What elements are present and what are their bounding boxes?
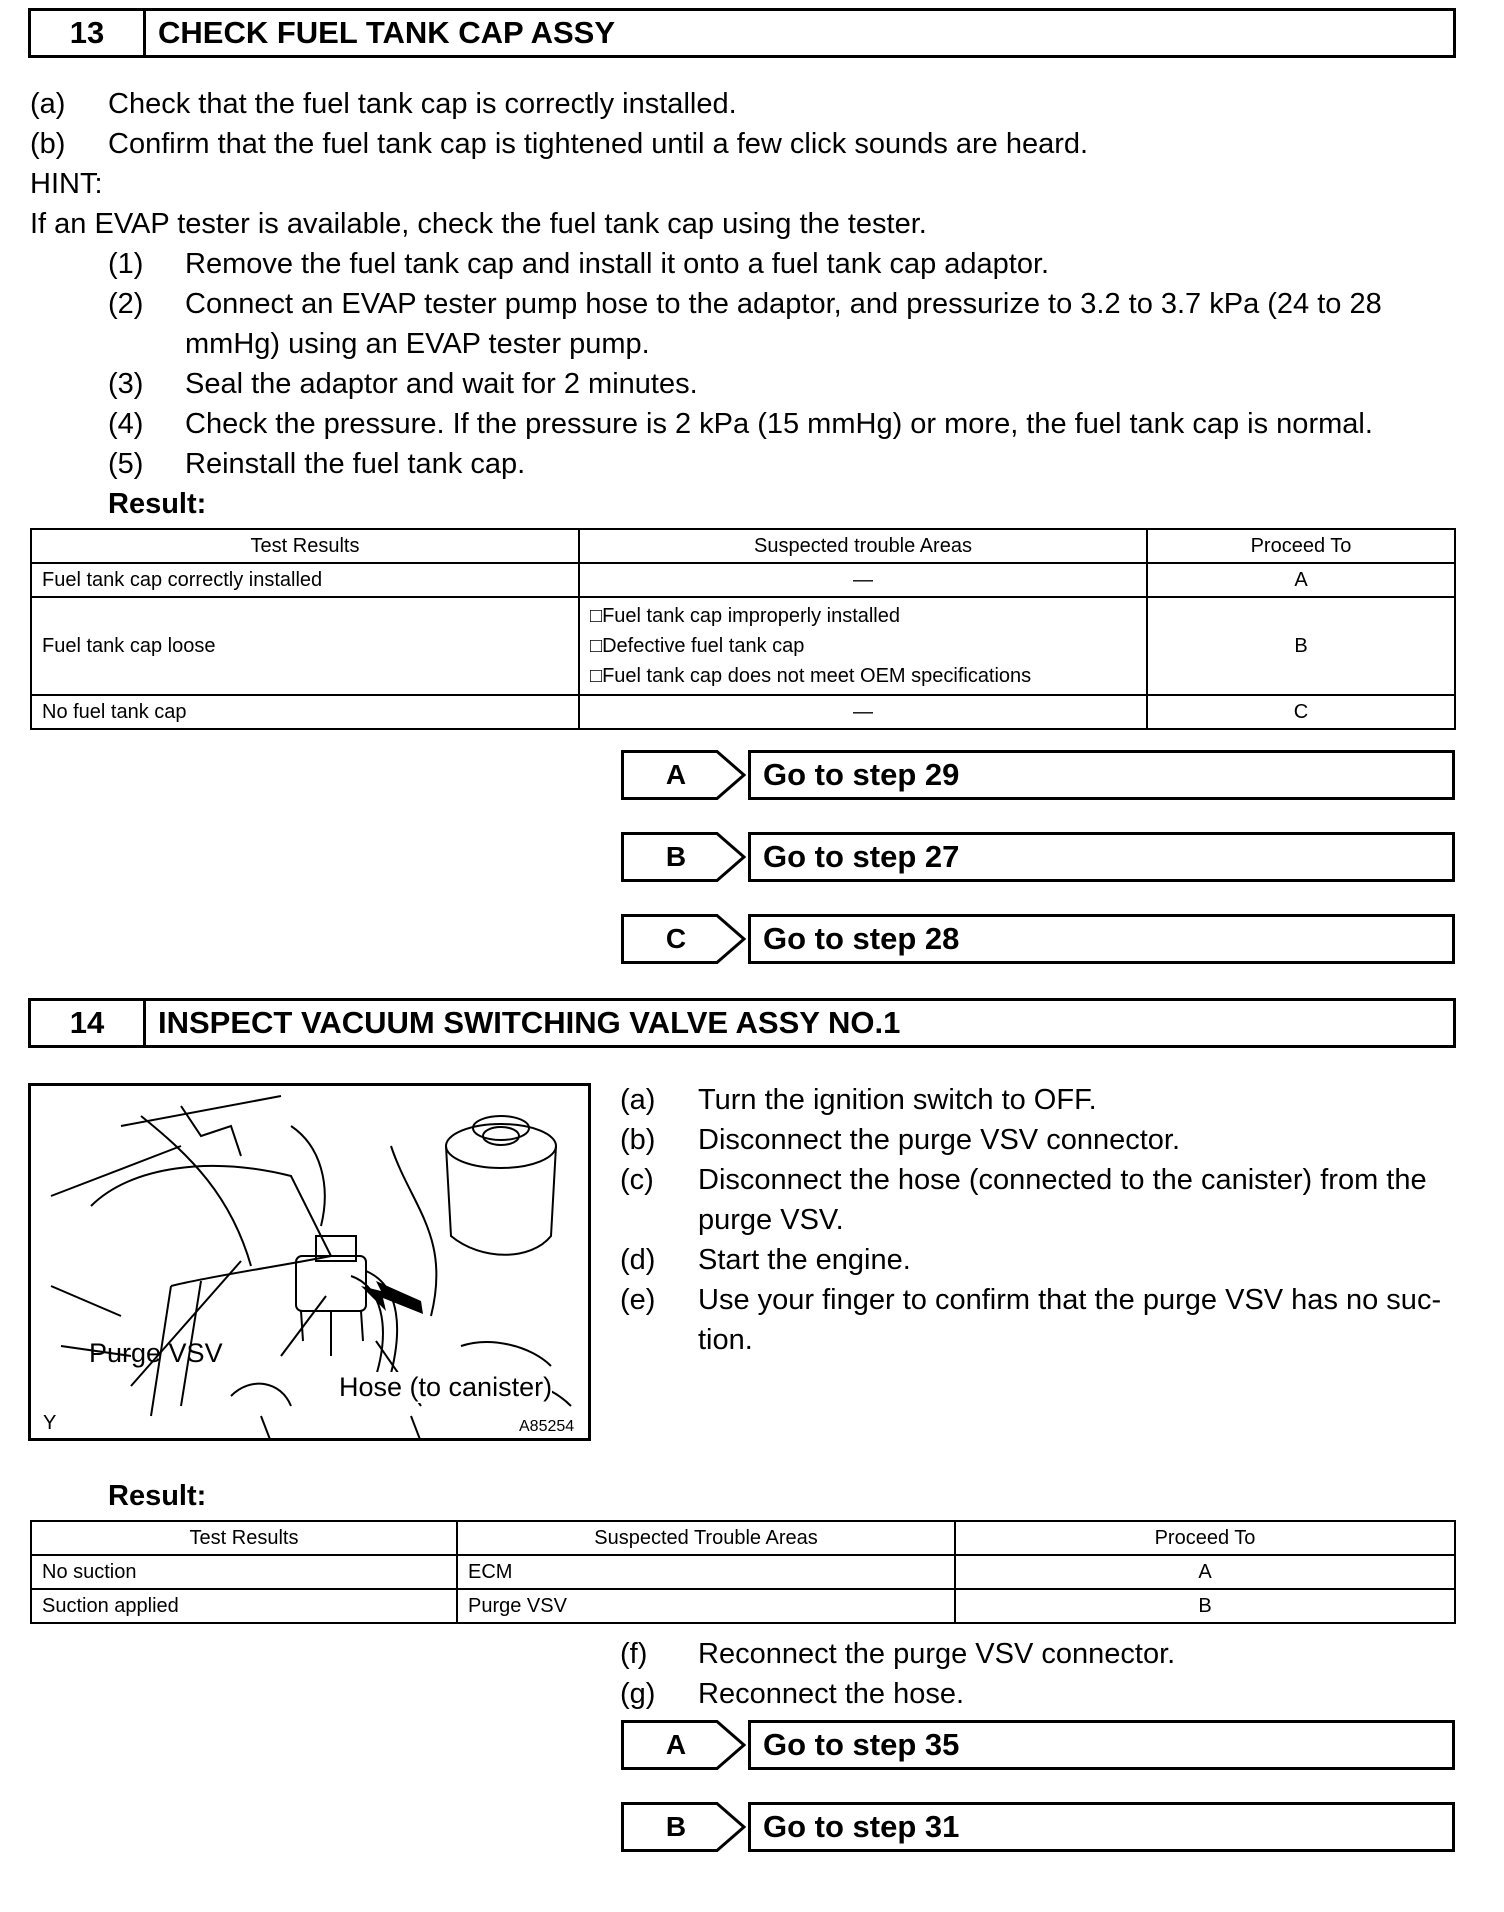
test-result-cell: Fuel tank cap loose [31,597,579,695]
sub-item-label: (4) [108,408,144,440]
step-14-header [28,998,1456,1048]
goto-letter: A [665,1729,687,1760]
test-result-cell: Fuel tank cap correctly installed [31,563,579,597]
item-label: (e) [620,1284,656,1316]
figure-id: A85254 [519,1418,575,1435]
goto-step-text: Go to step 27 [748,832,1455,882]
item-label: (a) [620,1084,656,1116]
goto-row[interactable] [621,832,960,882]
purge-vsv-illustration [28,1083,591,1441]
column-header: Test Results [31,1521,457,1555]
item-text: Disconnect the hose (connected to the canister) from the [698,1164,1427,1196]
table-header-row [31,529,1455,563]
goto-letter: B [665,1811,687,1842]
figure-corner-mark: Y [43,1412,57,1434]
sub-item-label: (1) [108,248,144,280]
goto-letter-arrow [621,832,746,882]
sub-item-text: Check the pressure. If the pressure is 2 kPa (15 mmHg) or more, the fuel tank cap is normal. [185,408,1373,440]
item-text: Disconnect the purge VSV connector. [698,1124,1181,1156]
step-number: 14 [31,1001,146,1045]
step-14-result-table [30,1520,1456,1624]
table-row [31,563,1455,597]
table-row [31,695,1455,729]
sub-item-label: (2) [108,288,144,320]
goto-row[interactable] [621,1802,960,1852]
column-header: Proceed To [955,1521,1455,1555]
step-13-result-table [30,528,1456,730]
goto-step-text: Go to step 29 [748,750,1455,800]
table-row [31,1555,1455,1589]
item-label: (a) [30,88,66,120]
item-text-cont: tion. [698,1324,753,1356]
step-title: INSPECT VACUUM SWITCHING VALVE ASSY NO.1 [158,1005,901,1040]
hint-text: If an EVAP tester is available, check the fuel tank cap using the tester. [30,208,927,240]
goto-step-text: Go to step 31 [748,1802,1455,1852]
item-label: (f) [620,1638,648,1670]
trouble-area-cell: — [579,695,1147,729]
column-header: Suspected Trouble Areas [457,1521,955,1555]
goto-letter-arrow [621,1720,746,1770]
hint-label: HINT: [30,168,103,200]
item-text: Reconnect the purge VSV connector. [698,1638,1176,1670]
column-header: Test Results [31,529,579,563]
goto-step-text: Go to step 35 [748,1720,1455,1770]
sub-item-text: Connect an EVAP tester pump hose to the adaptor, and pressurize to 3.2 to 3.7 kPa (24 to 28 [185,288,1382,320]
column-header: Suspected trouble Areas [579,529,1147,563]
result-label: Result: [108,1480,207,1512]
test-result-cell: Suction applied [31,1589,457,1623]
goto-letter: B [665,841,687,872]
column-header: Proceed To [1147,529,1455,563]
test-result-cell: No suction [31,1555,457,1589]
proceed-cell: B [1147,597,1455,695]
item-text: Use your finger to confirm that the purge VSV has no suc- [698,1284,1442,1316]
goto-letter-arrow [621,1802,746,1852]
item-text: Reconnect the hose. [698,1678,965,1710]
trouble-area-cell [579,597,1147,695]
trouble-area-item: □Fuel tank cap improperly installed [590,605,900,627]
item-text: Turn the ignition switch to OFF. [698,1084,1097,1116]
item-text: Check that the fuel tank cap is correctly installed. [108,88,737,120]
table-row [31,1589,1455,1623]
sub-item-text: Reinstall the fuel tank cap. [185,448,526,480]
step-number: 13 [31,11,146,55]
trouble-area-item: □Defective fuel tank cap [590,635,805,657]
goto-letter: A [665,759,687,790]
goto-letter-arrow [621,750,746,800]
item-label: (b) [30,128,66,160]
table-row [31,597,1455,695]
test-result-cell: No fuel tank cap [31,695,579,729]
sub-item-label: (3) [108,368,144,400]
item-label: (g) [620,1678,656,1710]
goto-row[interactable] [621,914,960,964]
sub-item-text: Remove the fuel tank cap and install it onto a fuel tank cap adaptor. [185,248,1050,280]
item-label: (b) [620,1124,656,1156]
item-text-cont: purge VSV. [698,1204,844,1236]
goto-letter-arrow [621,914,746,964]
goto-letter: C [665,923,687,954]
goto-row[interactable] [621,750,960,800]
item-text: Start the engine. [698,1244,911,1276]
item-text: Confirm that the fuel tank cap is tightened until a few click sounds are heard. [108,128,1089,160]
sub-item-label: (5) [108,448,144,480]
proceed-cell: A [955,1555,1455,1589]
result-label: Result: [108,488,207,520]
trouble-area-item: □Fuel tank cap does not meet OEM specifications [590,665,1032,687]
goto-row[interactable] [621,1720,960,1770]
trouble-area-cell: ECM [457,1555,955,1589]
step-13-header [28,8,1456,58]
step-title: CHECK FUEL TANK CAP ASSY [158,15,616,50]
purge-vsv-label: Purge VSV [89,1338,223,1368]
item-label: (d) [620,1244,656,1276]
sub-item-text: Seal the adaptor and wait for 2 minutes. [185,368,698,400]
proceed-cell: A [1147,563,1455,597]
trouble-area-cell: Purge VSV [457,1589,955,1623]
proceed-cell: B [955,1589,1455,1623]
sub-item-text-cont: mmHg) using an EVAP tester pump. [185,328,650,360]
hose-label: Hose (to canister) [339,1372,553,1402]
item-label: (c) [620,1164,654,1196]
trouble-area-cell: — [579,563,1147,597]
proceed-cell: C [1147,695,1455,729]
goto-step-text: Go to step 28 [748,914,1455,964]
table-header-row [31,1521,1455,1555]
